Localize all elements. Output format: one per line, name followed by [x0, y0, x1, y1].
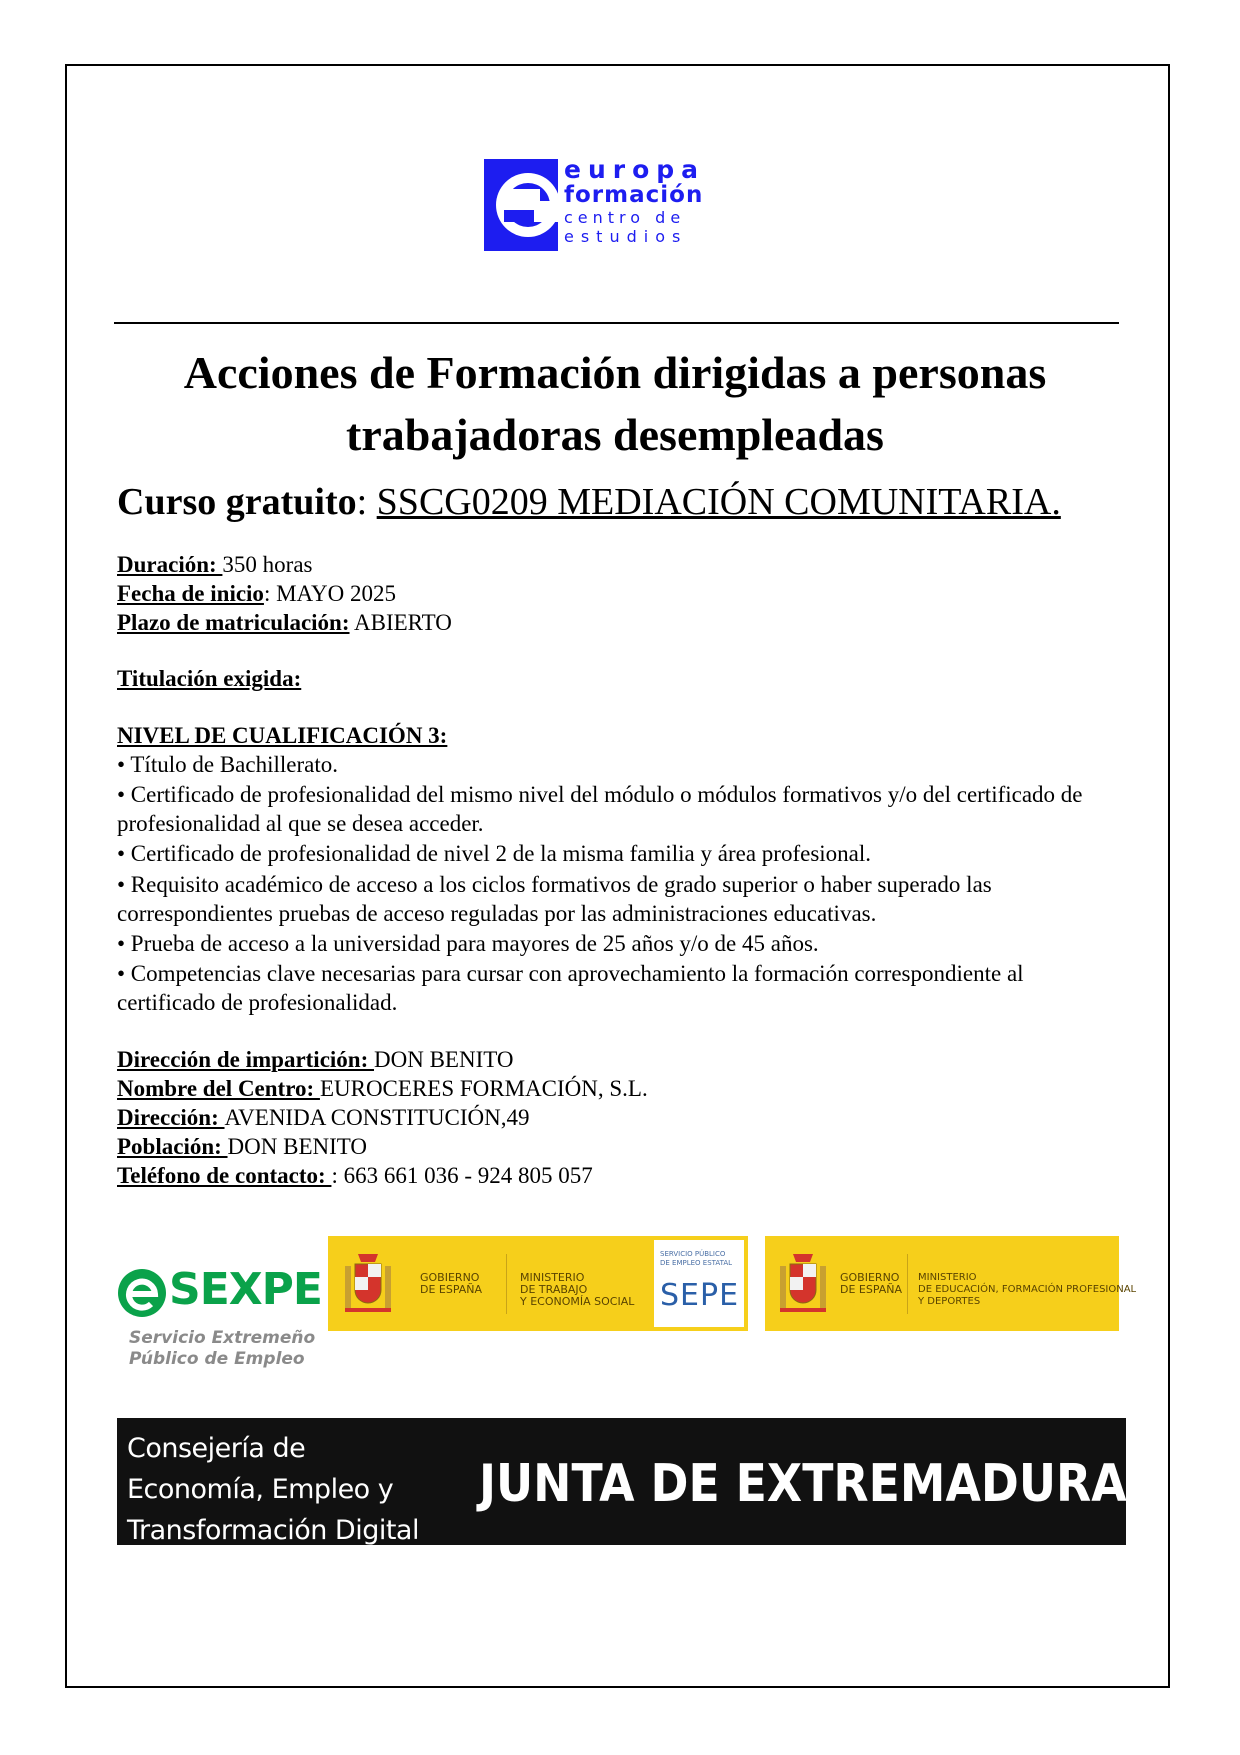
list-item: • Certificado de profesionalidad de nivel 2 de la misma familia y área profesional. [117, 841, 872, 867]
sepe-small-text [660, 1250, 732, 1268]
header-divider [114, 322, 1119, 324]
gobierno-espana-text-2 [840, 1272, 910, 1296]
ministerio-educacion-line1: MINISTERIO [918, 1272, 977, 1283]
centro-details [117, 1045, 648, 1190]
logo-line-centro: centro de [564, 208, 686, 227]
list-item: • Requisito académico de acceso a los ciclos formativos de grado superior o haber superado las correspondientes pruebas de acceso reguladas por las administraciones educativas. [117, 871, 992, 926]
nombre-centro-label: Nombre del Centro: [117, 1076, 320, 1101]
consejeria-line3: Transformación Digital [127, 1515, 419, 1546]
direccion-imparticion-label: Dirección de impartición: [117, 1047, 374, 1072]
gobierno-espana-label: GOBIERNO DE ESPAÑA [840, 1271, 903, 1296]
direccion-value: AVENIDA CONSTITUCIÓN,49 [224, 1105, 530, 1130]
course-line [117, 480, 1061, 524]
duracion-row [117, 550, 452, 579]
plazo-value: ABIERTO [349, 610, 452, 635]
logo-line-europa: europa [564, 155, 706, 184]
titulacion-heading-block [117, 664, 301, 693]
gobierno-educacion-band [765, 1236, 1137, 1331]
ministerio-educacion-text [918, 1272, 1136, 1308]
page-title: Acciones de Formación dirigidas a personas trabajadoras desempleadas [183, 347, 1047, 460]
direccion-imparticion-row [117, 1045, 648, 1074]
logo-line-estudios: estudios [564, 227, 688, 246]
ministerio-trabajo-line3: Y ECONOMÍA SOCIAL [520, 1295, 635, 1308]
direccion-label: Dirección: [117, 1105, 225, 1130]
consejeria-line2: Economía, Empleo y [127, 1474, 394, 1505]
consejeria-text [127, 1428, 419, 1551]
consejeria-line1: Consejería de [127, 1433, 306, 1464]
sexpe-name: SEXPE [169, 1264, 322, 1315]
plazo-label: Plazo de matriculación: [117, 610, 350, 635]
fecha-label: Fecha de inicio [117, 581, 264, 606]
fecha-value: : MAYO 2025 [263, 581, 396, 606]
nivel-block [117, 721, 1117, 1018]
sepe-logo [654, 1240, 744, 1327]
europa-formacion-logo [484, 155, 706, 255]
plazo-row [117, 608, 452, 637]
list-item: • Prueba de acceso a la universidad para mayores de 25 años y/o de 45 años. [117, 930, 819, 956]
spain-coat-of-arms-icon [342, 1248, 394, 1318]
fecha-row [117, 579, 452, 608]
telefono-row [117, 1161, 648, 1190]
sexpe-logo [117, 1264, 322, 1378]
sepe-small-line2: DE EMPLEO ESTATAL [660, 1259, 733, 1267]
direccion-row [117, 1103, 648, 1132]
logo-line-formacion: formación [564, 182, 704, 208]
gobierno-espana-text-1 [420, 1272, 490, 1296]
poblacion-value: DON BENITO [227, 1134, 368, 1159]
e-logo-icon [484, 159, 558, 251]
duracion-label: Duración: [117, 552, 223, 577]
junta-extremadura-banner [117, 1418, 1126, 1545]
band-divider [506, 1254, 507, 1314]
telefono-value: : 663 661 036 - 924 805 057 [331, 1163, 593, 1188]
nombre-centro-row [117, 1074, 648, 1103]
list-item: • Competencias clave necesarias para cursar con aprovechamiento la formación correspondiente al certificado de profesionalidad. [117, 960, 1024, 1015]
duracion-value: 350 horas [222, 552, 313, 577]
sepe-name: SEPE [660, 1278, 740, 1313]
ministerio-educacion-line3: Y DEPORTES [918, 1296, 981, 1307]
list-item: • Título de Bachillerato. [117, 752, 338, 777]
course-details [117, 550, 452, 637]
sexpe-e-icon [117, 1268, 167, 1318]
gobierno-espana-label: GOBIERNO DE ESPAÑA [420, 1271, 483, 1296]
band-divider [907, 1254, 908, 1314]
direccion-imparticion-value: DON BENITO [374, 1047, 514, 1072]
gobierno-trabajo-band [328, 1236, 748, 1331]
titulacion-label: Titulación exigida: [117, 666, 302, 691]
poblacion-label: Población: [117, 1134, 228, 1159]
sexpe-subtitle [129, 1328, 315, 1370]
list-item: • Certificado de profesionalidad del mismo nivel del módulo o módulos formativos y/o del certificado de profesionalidad al que se desea acceder. [117, 782, 1083, 837]
sexpe-sub-line1: Servicio Extremeño [129, 1328, 316, 1348]
ministerio-trabajo-text [520, 1272, 634, 1308]
nombre-centro-value: EUROCERES FORMACIÓN, S.L. [319, 1076, 648, 1101]
poblacion-row [117, 1132, 648, 1161]
ministerio-educacion-line2: DE EDUCACIÓN, FORMACIÓN PROFESIONAL [918, 1284, 1137, 1295]
nivel-heading: NIVEL DE CUALIFICACIÓN 3: [117, 723, 448, 748]
spain-coat-of-arms-icon [777, 1248, 829, 1318]
course-separator: : [356, 481, 377, 523]
course-label: Curso gratuito [117, 481, 357, 523]
course-name: SSCG0209 MEDIACIÓN COMUNITARIA. [376, 481, 1061, 523]
ministerio-trabajo-line2: DE TRABAJO [520, 1283, 588, 1296]
telefono-label: Teléfono de contacto: [117, 1163, 332, 1188]
junta-name: JUNTA DE EXTREMADURA [479, 1454, 1127, 1514]
sexpe-sub-line2: Público de Empleo [129, 1349, 305, 1369]
sepe-small-line1: SERVICIO PÚBLICO [660, 1250, 726, 1258]
ministerio-trabajo-line1: MINISTERIO [520, 1271, 585, 1284]
